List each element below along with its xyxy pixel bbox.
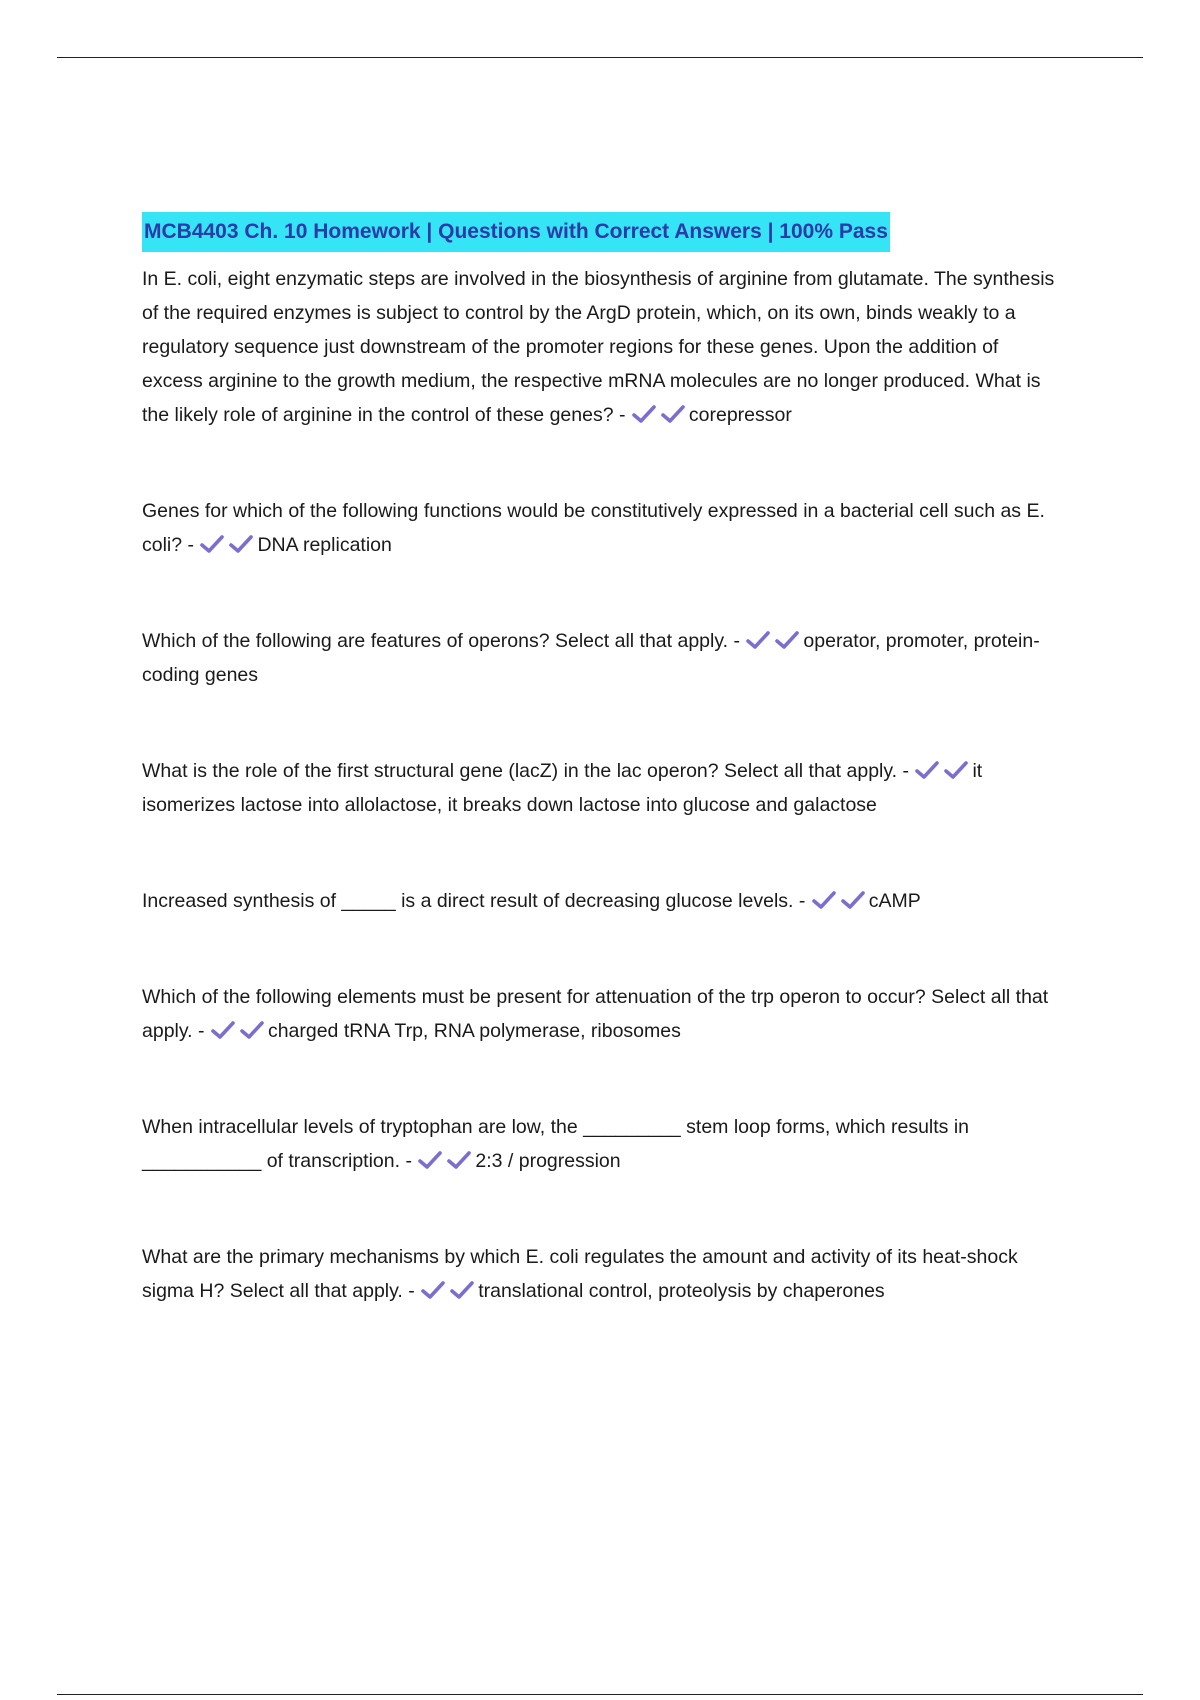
checkmark-icon xyxy=(199,533,225,555)
answer-checkmarks xyxy=(914,759,969,781)
answer-text: charged tRNA Trp, RNA polymerase, ribosomes xyxy=(267,1020,681,1042)
answer-separator: - xyxy=(402,1280,421,1302)
checkmark-icon xyxy=(420,1279,446,1301)
qa-item xyxy=(142,980,1062,1048)
checkmark-icon xyxy=(943,759,969,781)
answer-checkmarks xyxy=(745,629,800,651)
answer-text: DNA replication xyxy=(257,534,392,556)
answer-checkmarks xyxy=(420,1279,475,1301)
answer-text: it isomerizes lactose into allolactose, it breaks down lactose into glucose and galactose xyxy=(142,760,983,816)
qa-item xyxy=(142,1240,1062,1308)
checkmark-icon xyxy=(811,889,837,911)
checkmark-icon xyxy=(914,759,940,781)
answer-text: 2:3 / progression xyxy=(475,1150,621,1172)
header-rule xyxy=(57,57,1143,58)
answer-checkmarks xyxy=(811,889,866,911)
document-body xyxy=(142,212,1062,1308)
qa-item xyxy=(142,884,1062,918)
answer-separator: - xyxy=(192,1020,210,1042)
checkmark-icon xyxy=(449,1279,475,1301)
checkmark-icon xyxy=(210,1019,236,1041)
question-text: In E. coli, eight enzymatic steps are involved in the biosynthesis of arginine from glutamate. The synthesis of the required enzymes is subject to control by the ArgD protein, which, on its own, binds weakly to a regulatory sequence just downstream of the promoter regions for these genes. Upon the addition of excess arginine to the growth medium, the respective mRNA molecules are no longer produced. What is the likely role of arginine in the control of these genes? xyxy=(142,268,1055,426)
answer-text: translational control, proteolysis by chaperones xyxy=(478,1280,885,1302)
answer-text: cAMP xyxy=(868,890,921,912)
answer-separator: - xyxy=(182,534,200,556)
answer-text: corepressor xyxy=(688,404,792,426)
question-text: What are the primary mechanisms by which E. coli regulates the amount and activity of its heat-shock sigma H? Select all that apply. xyxy=(142,1246,1018,1302)
checkmark-icon xyxy=(745,629,771,651)
qa-item xyxy=(142,624,1062,692)
qa-item xyxy=(142,494,1062,562)
checkmark-icon xyxy=(840,889,866,911)
checkmark-icon xyxy=(417,1149,443,1171)
qa-item xyxy=(142,1110,1062,1178)
qa-item xyxy=(142,754,1062,822)
qa-item xyxy=(142,262,1062,432)
question-text: Increased synthesis of _____ is a direct result of decreasing glucose levels. xyxy=(142,890,794,912)
checkmark-icon xyxy=(660,403,686,425)
answer-checkmarks xyxy=(210,1019,265,1041)
answer-text: operator, promoter, protein-coding genes xyxy=(142,630,1040,686)
footer-rule xyxy=(57,1694,1143,1695)
question-text: Which of the following are features of operons? Select all that apply. xyxy=(142,630,729,652)
answer-separator: - xyxy=(400,1150,418,1172)
answer-separator: - xyxy=(613,404,631,426)
answer-separator: - xyxy=(897,760,915,782)
question-text: Which of the following elements must be present for attenuation of the trp operon to occur? Select all that apply. xyxy=(142,986,1049,1042)
question-text: What is the role of the first structural gene (lacZ) in the lac operon? Select all that apply. xyxy=(142,760,898,782)
checkmark-icon xyxy=(774,629,800,651)
checkmark-icon xyxy=(228,533,254,555)
checkmark-icon xyxy=(239,1019,265,1041)
document-title: MCB4403 Ch. 10 Homework | Questions with Correct Answers | 100% Pass xyxy=(142,212,890,252)
qa-list xyxy=(142,262,1062,1308)
answer-checkmarks xyxy=(417,1149,472,1171)
answer-checkmarks xyxy=(199,533,254,555)
checkmark-icon xyxy=(631,403,657,425)
answer-checkmarks xyxy=(631,403,686,425)
answer-separator: - xyxy=(793,890,811,912)
question-text: When intracellular levels of tryptophan are low, the _________ stem loop forms, which results in ___________ of transcription. xyxy=(142,1116,970,1172)
checkmark-icon xyxy=(446,1149,472,1171)
question-text: Genes for which of the following functions would be constitutively expressed in a bacterial cell such as E. coli? xyxy=(142,500,1045,556)
answer-separator: - xyxy=(728,630,746,652)
